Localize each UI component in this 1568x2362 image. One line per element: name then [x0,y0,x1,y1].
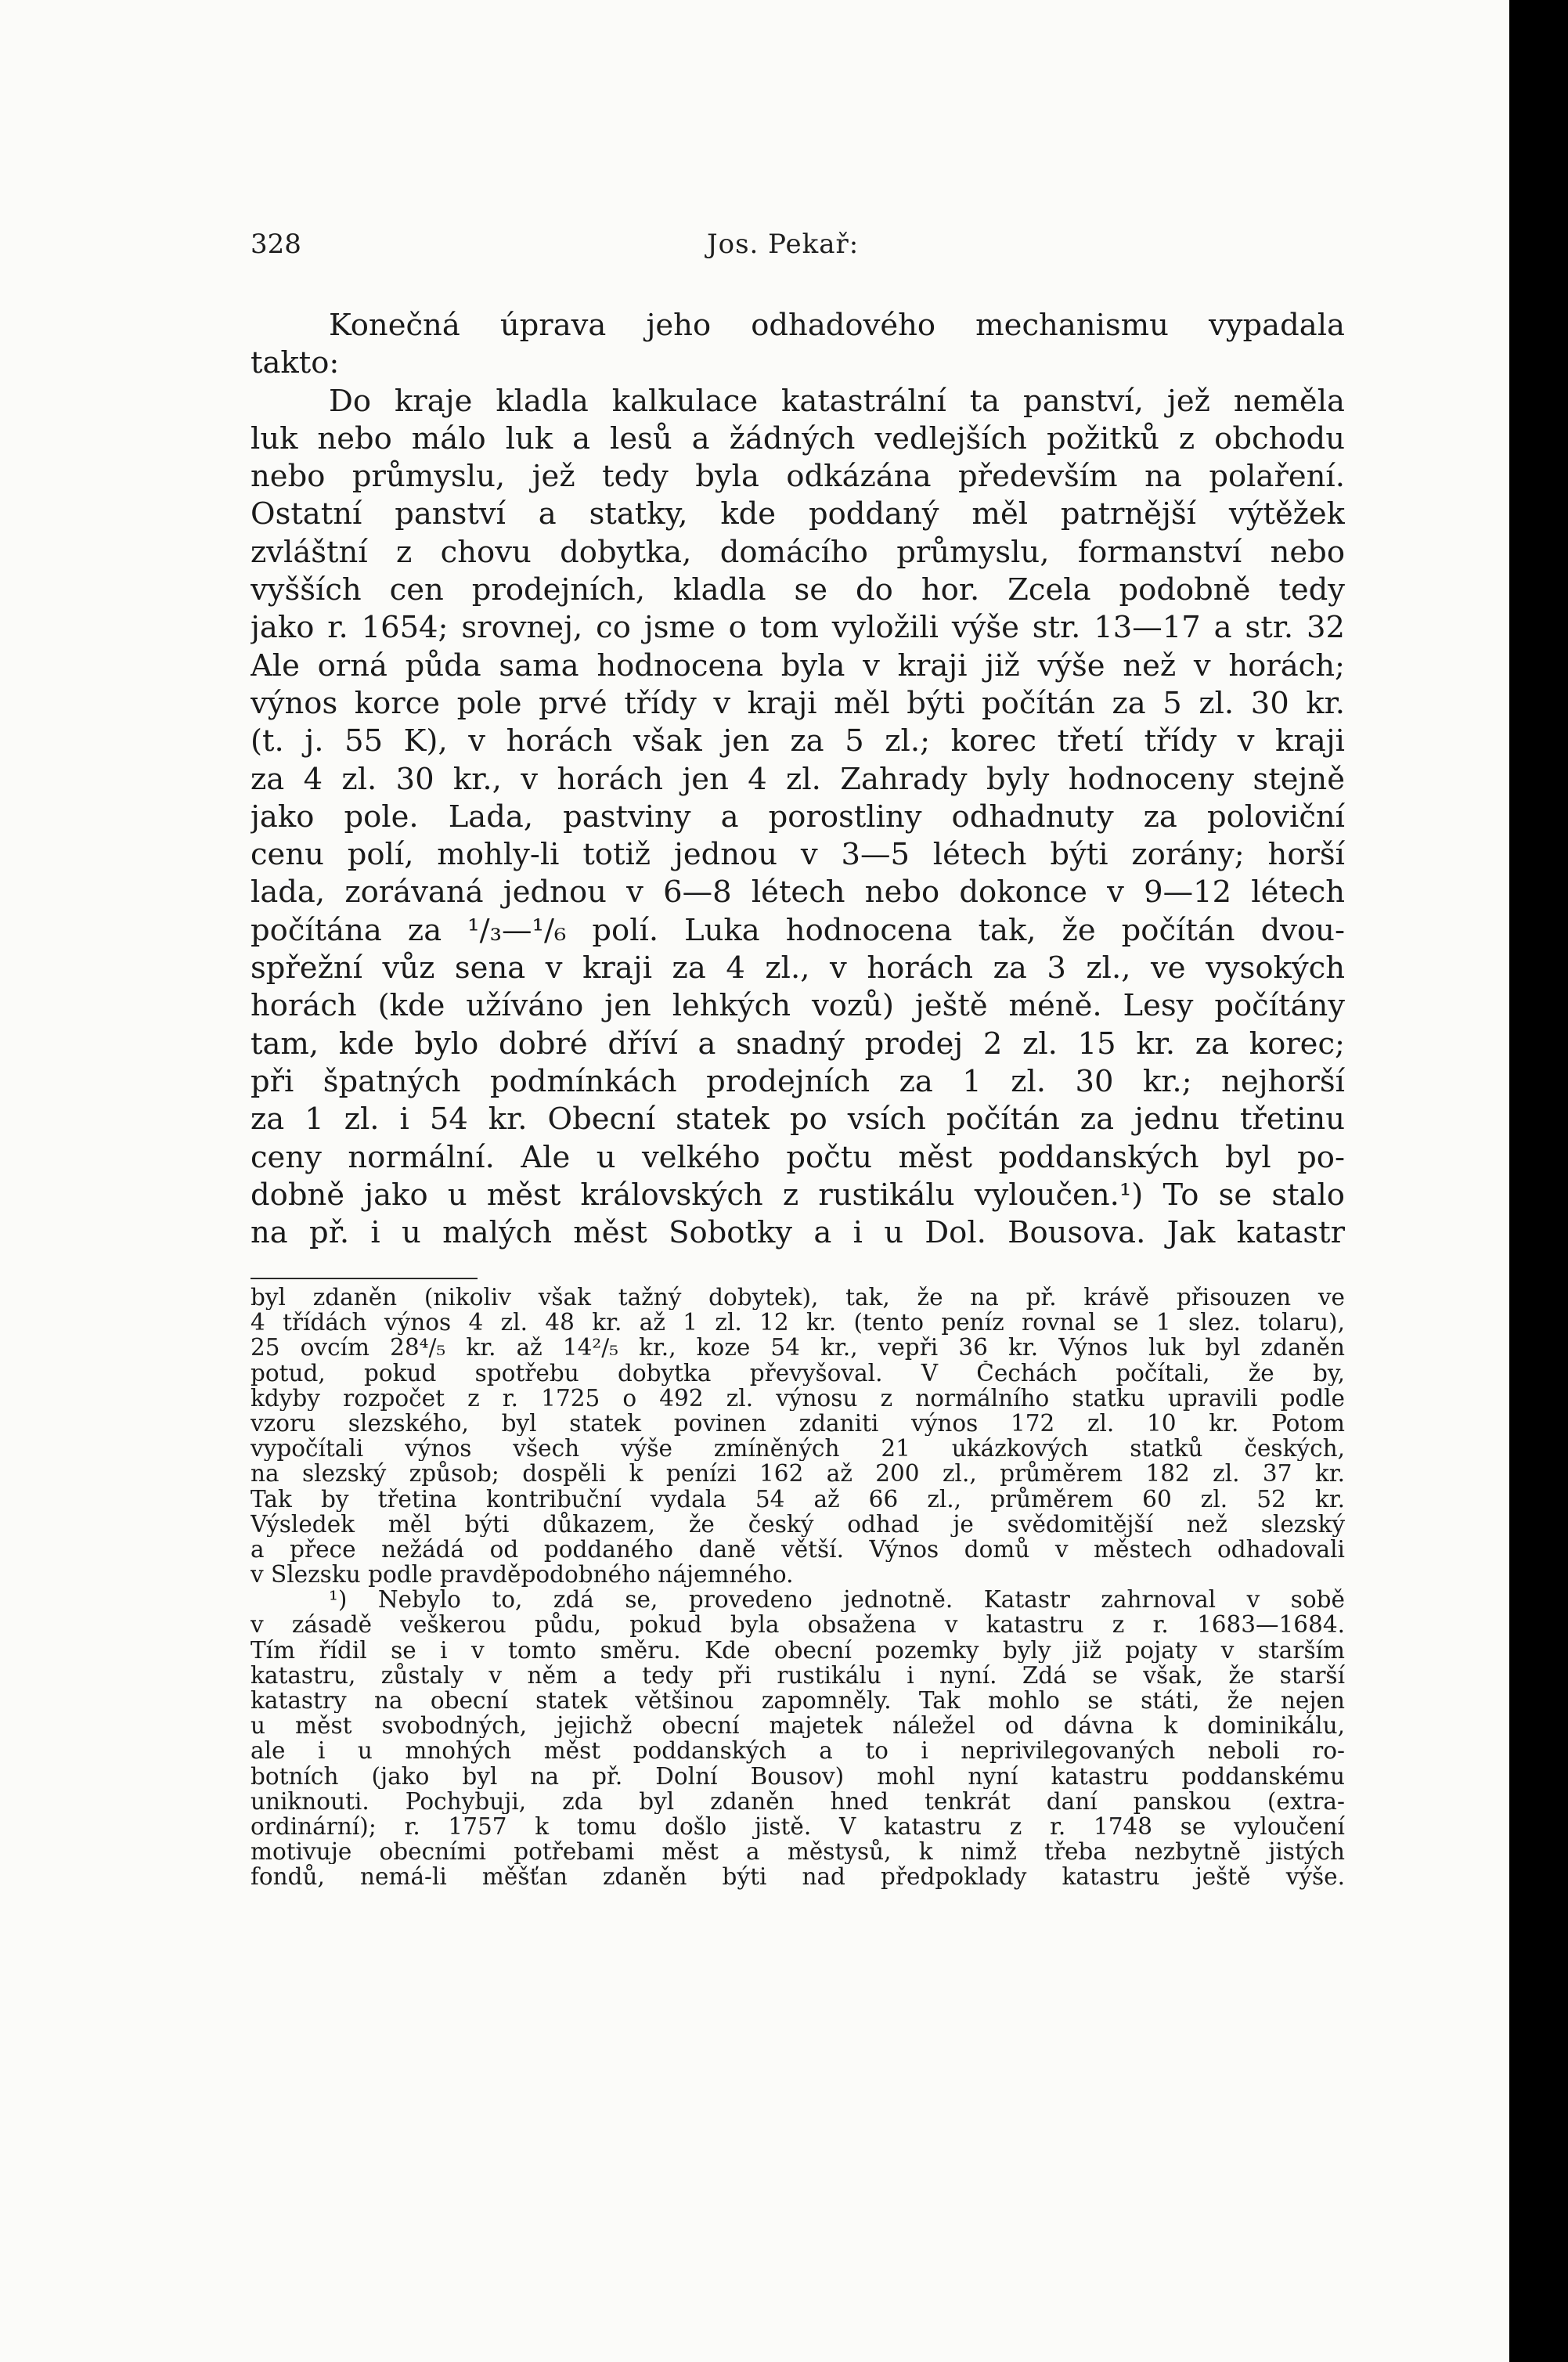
footnote-line: v Slezsku podle pravděpodobného nájemného. [251,1562,794,1588]
body-line: jako r. 1654; srovnej, co jsme o tom vyložili výše str. 13—17 a str. 32 [251,610,1345,646]
body-line: takto: [251,345,340,381]
body-line: Do kraje kladla kalkulace katastrální ta panství, jež neměla [329,383,1345,419]
body-line: spřežní vůz sena v kraji za 4 zl., v horách za 3 zl., ve vysokých [251,950,1345,986]
footnotes [251,1285,1345,1890]
footnote-line: botních (jako byl na př. Dolní Bousov) mohl nyní katastru poddanskému [251,1763,1345,1789]
body-line: za 1 zl. i 54 kr. Obecní statek po vsích počítán za jednu třetinu [251,1102,1345,1138]
footnote-line: ordinární); r. 1757 k tomu došlo jistě. V katastru z r. 1748 se vyloučení [251,1813,1345,1840]
footnote-line: Tak by třetina kontribuční vydala 54 až 66 zl., průměrem 60 zl. 52 kr. [251,1486,1345,1512]
footnote-line: Tím řídil se i v tomto směru. Kde obecní pozemky byly již pojaty v starším [251,1637,1345,1663]
page-header [251,229,1346,268]
footnote-line: a přece nežádá od poddaného daně větší. Výnos domů v městech odhadovali [251,1536,1345,1563]
body-line: horách (kde užíváno jen lehkých vozů) ještě méně. Lesy počítány [251,988,1345,1024]
footnote-line: ¹) Nebylo to, zdá se, provedeno jednotně. Katastr zahrnoval v sobě [329,1587,1345,1613]
footnote-line: u měst svobodných, jejichž obecní majetek náležel od dávna k dominikálu, [251,1713,1345,1739]
body-line: počítána za ¹/₃—¹/₆ polí. Luka hodnocena tak, že počítán dvou- [251,912,1345,948]
footnote-line: na slezský způsob; dospěli k penízi 162 až 200 zl., průměrem 182 zl. 37 kr. [251,1461,1345,1487]
body-line: na př. i u malých měst Sobotky a i u Dol. Bousova. Jak katastr [251,1215,1345,1251]
footnote-line: byl zdaněn (nikoliv však tažný dobytek), tak, že na př. krávě přisouzen ve [251,1285,1345,1311]
body-text [251,307,1345,1252]
footnote-line: vypočítali výnos všech výše zmíněných 21 ukázkových statků českých, [251,1436,1345,1462]
footnote-line: Výsledek měl býti důkazem, že český odhad je svědomitější než slezský [251,1511,1345,1537]
body-line: Konečná úprava jeho odhadového mechanismu vypadala [329,308,1345,343]
body-line: Ale orná půda sama hodnocena byla v kraji již výše než v horách; [251,647,1345,683]
footnote-line: 4 třídách výnos 4 zl. 48 kr. až 1 zl. 12 kr. (tento peníz rovnal se 1 slez. tolaru), [251,1310,1345,1336]
footnote-line: potud, pokud spotřebu dobytka převyšoval. V Čechách počítali, že by, [251,1360,1345,1386]
footnote-line: fondů, nemá-li měšťan zdaněn býti nad předpoklady katastru ještě výše. [251,1864,1345,1890]
footnote-line: v zásadě veškerou půdu, pokud byla obsažena v katastru z r. 1683—1684. [251,1612,1345,1638]
body-line: Ostatní panství a statky, kde poddaný měl patrnější výtěžek [251,496,1345,532]
footnote-line: katastry na obecní statek většinou zapomněly. Tak mohlo se státi, že nejen [251,1688,1345,1714]
footnote-line: vzoru slezského, byl statek povinen zdaniti výnos 172 zl. 10 kr. Potom [251,1410,1345,1437]
body-line: jako pole. Lada, pastviny a porostliny odhadnuty za poloviční [251,799,1345,835]
footnote-line: kdyby rozpočet z r. 1725 o 492 zl. výnosu z normálního statku upravili podle [251,1385,1345,1411]
body-line: nebo průmyslu, jež tedy byla odkázána především na polaření. [251,459,1345,495]
body-line: lada, zorávaná jednou v 6—8 létech nebo dokonce v 9—12 létech [251,874,1345,911]
footnote-line: 25 ovcím 28⁴/₅ kr. až 14²/₅ kr., koze 54 kr., vepři 36 kr. Výnos luk byl zdaněn [251,1335,1345,1361]
page-number: 328 [251,229,301,260]
body-line: luk nebo málo luk a lesů a žádných vedlejších požitků z obchodu [251,420,1345,456]
body-line: ceny normální. Ale u velkého počtu měst poddanských byl po- [251,1139,1345,1175]
scan-edge [1509,0,1568,2362]
body-line: za 4 zl. 30 kr., v horách jen 4 zl. Zahrady byly hodnoceny stejně [251,761,1345,797]
footnote-line: katastru, zůstaly v něm a tedy při rustikálu i nyní. Zdá se však, že starší [251,1662,1345,1688]
body-line: vyšších cen prodejních, kladla se do hor. Zcela podobně tedy [251,572,1345,608]
running-head: Jos. Pekař: [707,229,860,260]
body-line: tam, kde bylo dobré dříví a snadný prodej 2 zl. 15 kr. za korec; [251,1026,1345,1062]
body-line: zvláštní z chovu dobytka, domácího průmyslu, formanství nebo [251,534,1345,570]
footnote-divider [251,1278,478,1279]
body-line: (t. j. 55 K), v horách však jen za 5 zl.; korec třetí třídy v kraji [251,723,1345,759]
body-line: cenu polí, mohly-li totiž jednou v 3—5 létech býti zorány; horší [251,837,1345,873]
footnote-line: ale i u mnohých měst poddanských a to i neprivilegovaných neboli ro- [251,1738,1345,1764]
body-line: výnos korce pole prvé třídy v kraji měl býti počítán za 5 zl. 30 kr. [251,685,1345,721]
footnote-line: motivuje obecními potřebami měst a městysů, k nimž třeba nezbytně jistých [251,1839,1345,1865]
footnote-line: uniknouti. Pochybuji, zda byl zdaněn hned tenkrát daní panskou (extra- [251,1788,1345,1814]
body-line: při špatných podmínkách prodejních za 1 zl. 30 kr.; nejhorší [251,1063,1345,1099]
body-line: dobně jako u měst královských z rustikálu vyloučen.¹) To se stalo [251,1177,1345,1213]
